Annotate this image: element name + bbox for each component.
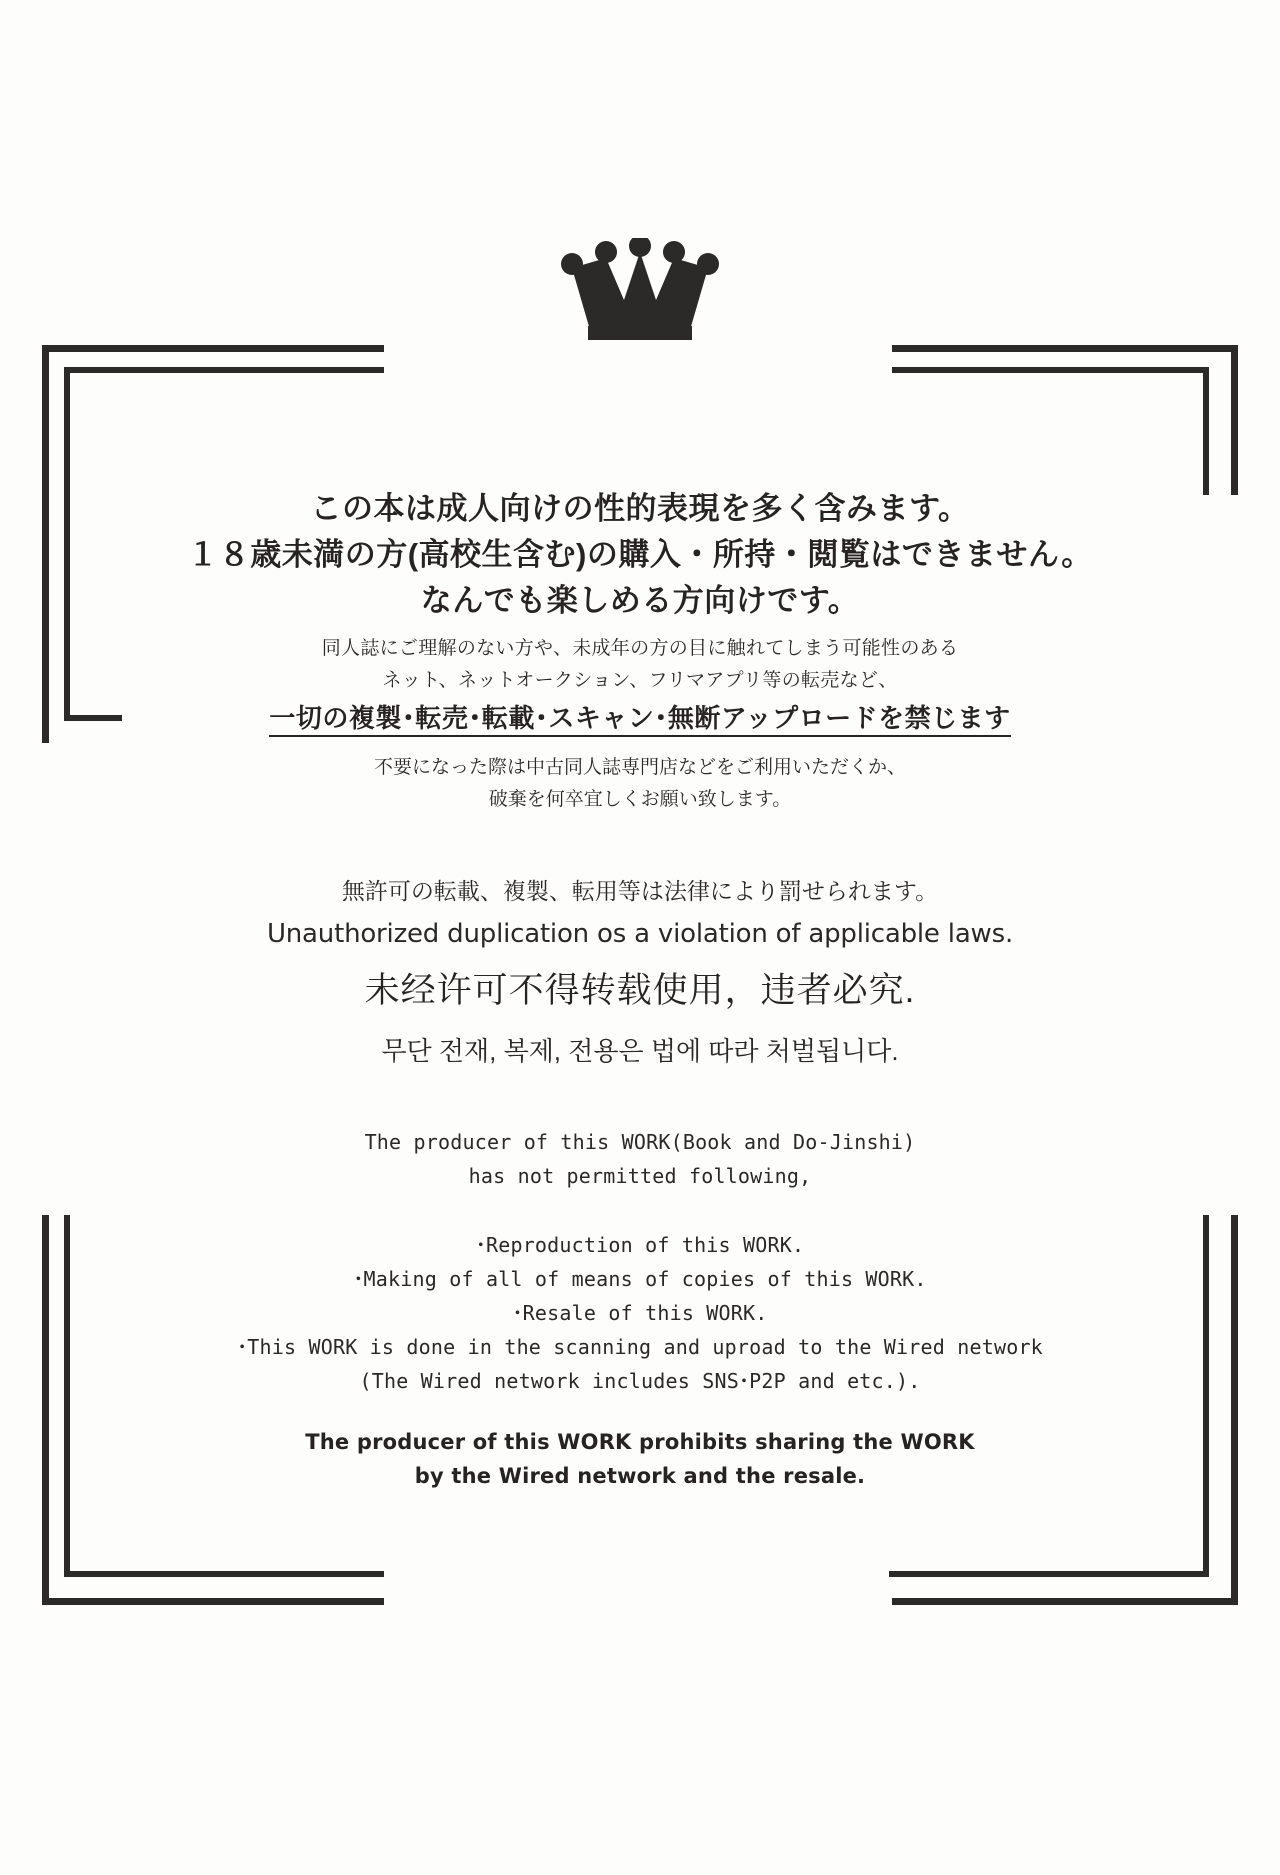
producer-intro-line-1: The producer of this WORK(Book and Do-Jinshi) xyxy=(364,1130,916,1154)
disposal-note-line-1: 不要になった際は中古同人誌専門店などをご利用いただくか、 xyxy=(373,757,906,778)
producer-intro-line-2: has not permitted following, xyxy=(468,1164,812,1188)
headline-line-2: １８歳未満の方(高校生含む)の購入・所持・閲覧はできません。 xyxy=(187,537,1093,572)
prohibition-statement: 一切の複製･転売･転載･スキャン･無断アップロードを禁じます xyxy=(269,703,1010,737)
crown-icon xyxy=(560,238,720,348)
prohibited-item: ･Reproduction of this WORK. xyxy=(475,1233,805,1257)
subtext-line-2: ネット、ネットオークション、フリマアプリ等の転売など、 xyxy=(382,670,898,691)
prohibited-item: (The Wired network includes SNS･P2P and etc.). xyxy=(359,1369,921,1393)
law-notice-japanese: 無許可の転載、複製、転用等は法律により罰せられます。 xyxy=(341,878,939,904)
subtext-line-1: 同人誌にご理解のない方や、未成年の方の目に触れてしまう可能性のある xyxy=(321,638,959,659)
prohibited-item: ･Making of all of means of copies of this WORK. xyxy=(353,1267,927,1291)
closing-line-1: The producer of this WORK prohibits sharing the WORK xyxy=(305,1430,975,1454)
law-notice-chinese: 未经许可不得转载使用，违者必究. xyxy=(364,971,916,1010)
prohibited-item: ･Resale of this WORK. xyxy=(512,1301,768,1325)
law-notice-korean: 무단 전재, 복제, 전용은 법에 따라 처벌됩니다. xyxy=(381,1036,899,1066)
headline-line-3: なんでも楽しめる方向けです。 xyxy=(420,583,860,618)
closing-line-2: by the Wired network and the resale. xyxy=(414,1464,866,1488)
law-notice-english: Unauthorized duplication os a violation of applicable laws. xyxy=(266,919,1014,949)
headline-line-1: この本は成人向けの性的表現を多く含みます。 xyxy=(310,491,970,526)
crown-ornament xyxy=(0,238,1280,348)
disposal-note-line-2: 破棄を何卒宜しくお願い致します。 xyxy=(488,789,792,810)
prohibited-item: ･This WORK is done in the scanning and uproad to the Wired network xyxy=(237,1335,1043,1359)
